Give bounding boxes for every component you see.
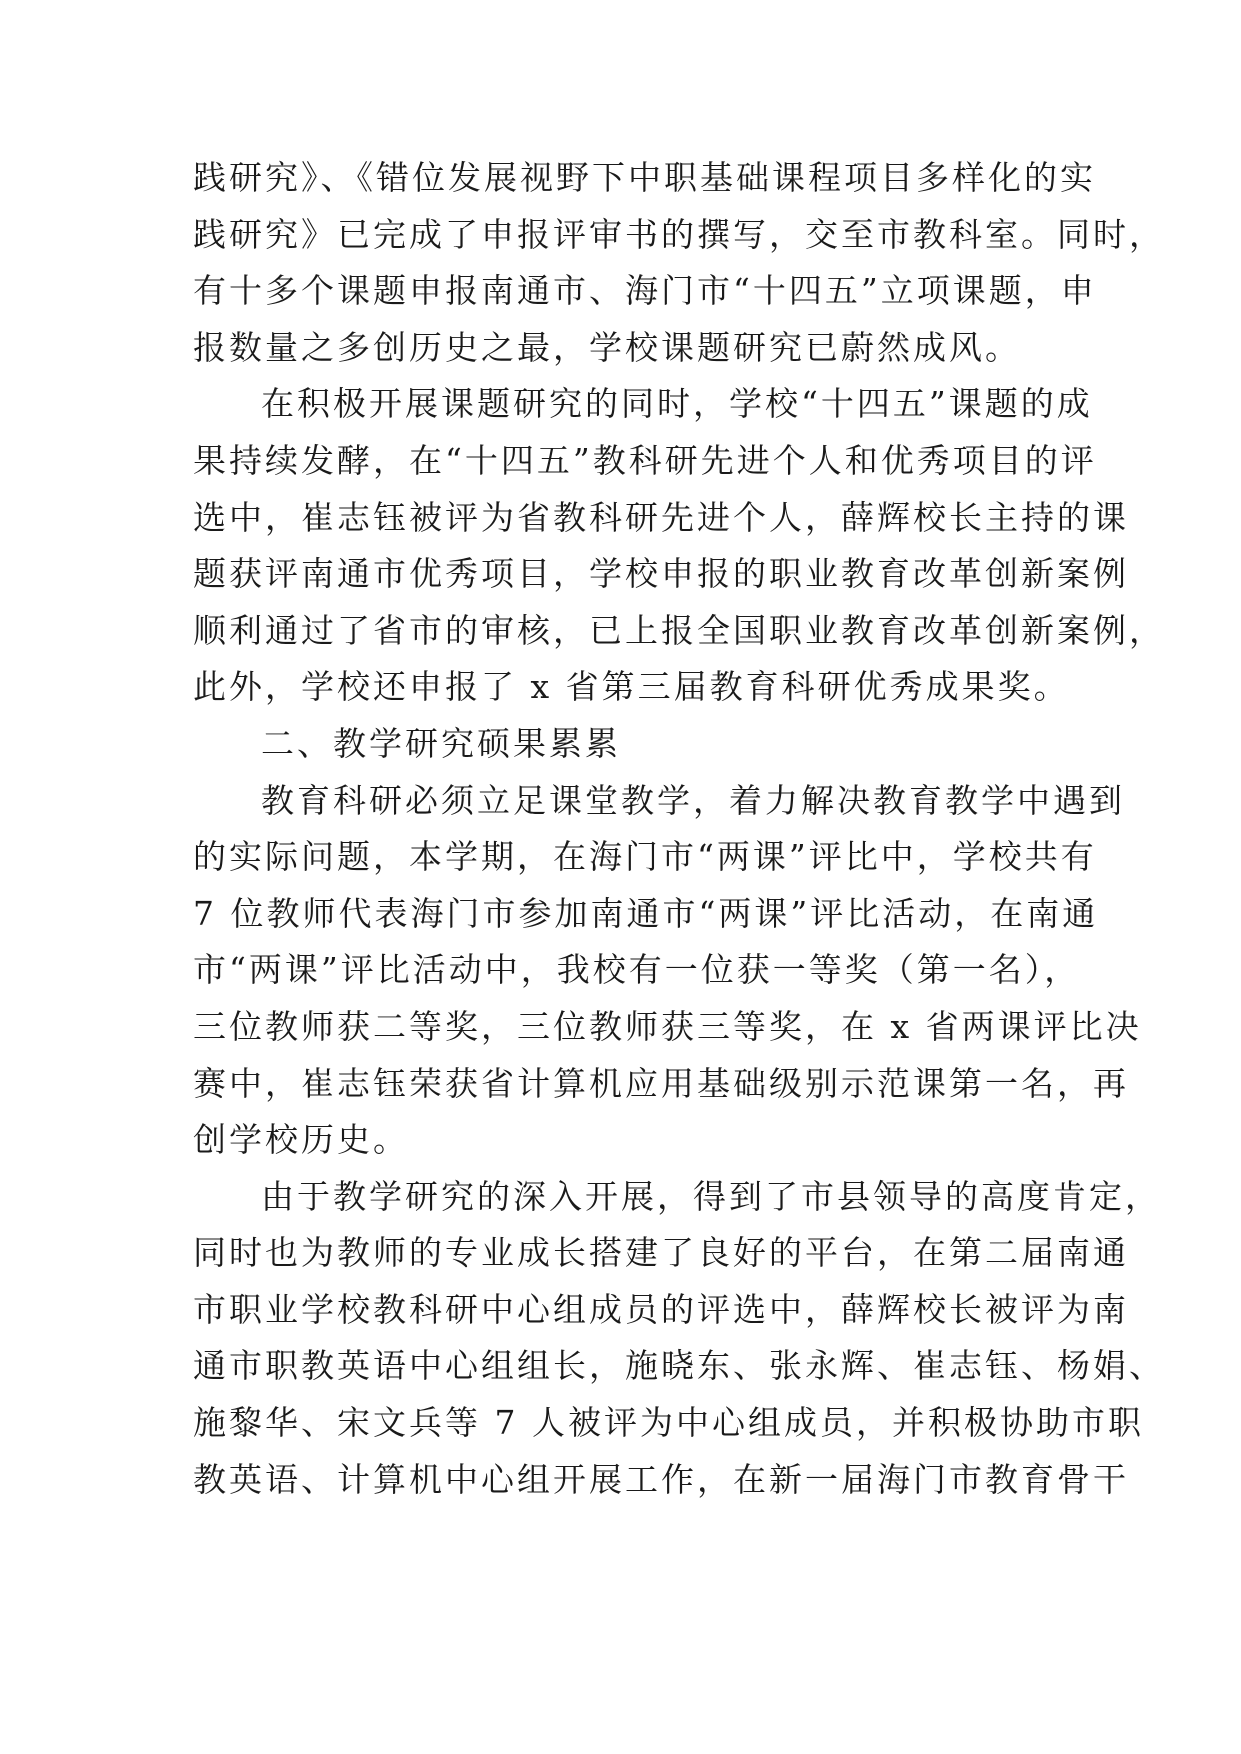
text-line: 教英语、计算机中心组开展工作，在新一届海门市教育骨干 [193,1459,1129,1499]
text-line: 践研究》、《错位发展视野下中职基础课程项目多样化的实 [193,158,1096,197]
text-line: 市“两课”评比活动中，我校有一位获一等奖（第一名）， [193,950,1081,990]
text-line: 同时也为教师的专业成长搭建了良好的平台，在第二届南通 [193,1233,1129,1273]
text-line: 题获评南通市优秀项目，学校申报的职业教育改革创新案例 [193,554,1129,594]
section-heading [193,716,1058,773]
paragraph-2 [193,376,1165,716]
text-line: 的实际问题，本学期，在海门市“两课”评比中，学校共有 [193,837,1097,877]
text-line: 教育科研必须立足课堂教学，着力解决教育教学中遇到 [261,780,1125,820]
paragraph-4 [193,1169,1165,1509]
text-line: 三位教师获二等奖，三位教师获三等奖，在 x 省两课评比决 [193,1006,1142,1046]
text-line: 果持续发酵，在“十四五”教科研先进个人和优秀项目的评 [193,440,1097,480]
text-line: 有十多个课题申报南通市、海门市“十四五”立项课题，申 [193,271,1097,311]
text-line: 施黎华、宋文兵等 7 人被评为中心组成员，并积极协助市职 [193,1403,1144,1443]
text-line: 通市职教英语中心组组长，施晓东、张永辉、崔志钰、杨娟、 [193,1346,1165,1386]
text-line: 7 位教师代表海门市参加南通市“两课”评比活动，在南通 [193,893,1099,933]
text-line: 创学校历史。 [193,1120,409,1160]
text-line: 选中，崔志钰被评为省教科研先进个人，薛辉校长主持的课 [193,497,1129,537]
paragraph-1 [193,150,1165,376]
text-line: 市职业学校教科研中心组成员的评选中，薛辉校长被评为南 [193,1289,1129,1329]
paragraph-3 [193,773,1142,1169]
section-title: 二、教学研究硕果累累 [261,723,621,763]
text-line: 践研究》已完成了申报评审书的撰写，交至市教科室。同时， [193,214,1165,254]
text-line: 顺利通过了省市的审核，已上报全国职业教育改革创新案例， [193,610,1165,650]
text-line: 由于教学研究的深入开展，得到了市县领导的高度肯定， [261,1176,1161,1216]
document-body [193,150,1165,1508]
text-line: 此外，学校还申报了 x 省第三届教育科研优秀成果奖。 [193,667,1070,707]
text-line: 在积极开展课题研究的同时，学校“十四五”课题的成 [261,384,1093,424]
text-line: 报数量之多创历史之最，学校课题研究已蔚然成风。 [193,327,1021,367]
text-line: 赛中，崔志钰荣获省计算机应用基础级别示范课第一名，再 [193,1063,1129,1103]
